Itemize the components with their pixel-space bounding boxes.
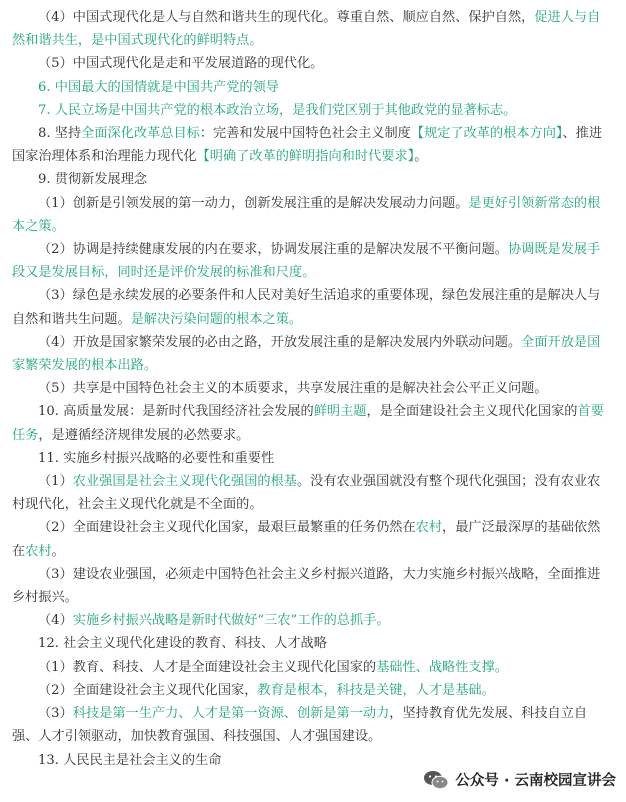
paragraph-9-4: （4）开放是国家繁荣发展的必由之路，开放发展注重的是解决发展内外联动问题。全面开放是国家繁荣发展的根本出路。: [12, 334, 601, 374]
paragraph-10: 10. 高质量发展：是新时代我国经济社会发展的鲜明主题，是全面建设社会主义现代化国家的首要任务，是遵循经济规律发展的必然要求。: [12, 404, 604, 443]
paragraph-9-1: （1）创新是引领发展的第一动力，创新发展注重的是解决发展动力问题。是更好引领新常态的根本之策。: [12, 195, 601, 234]
paragraph-4-5: （5）中国式现代化是走和平发展道路的现代化。: [38, 56, 324, 72]
heading-6: 6. 中国最大的国情就是中国共产党的领导: [38, 79, 279, 95]
paragraph-11-4: （4）实施乡村振兴战略是新时代做好“三农”工作的总抓手。: [38, 613, 390, 629]
paragraph-8: 8. 坚持全面深化改革总目标：完善和发展中国特色社会主义制度【规定了改革的根本方向】、推进国家治理体系和治理能力现代化【明确了改革的鲜明指向和时代要求】。: [12, 126, 603, 165]
watermark-text: 公众号 · 云南校园宣讲会: [455, 773, 616, 789]
heading-7: 7. 人民立场是中国共产党的根本政治立场，是我们党区别于其他政党的显著标志。: [38, 102, 517, 118]
paragraph-11-3: （3）建设农业强国，必须走中国特色社会主义乡村振兴道路，大力实施乡村振兴战略，全面推进乡村振兴。: [12, 566, 601, 606]
heading-11: 11. 实施乡村振兴战略的必要性和重要性: [38, 450, 275, 466]
document-body: [12, 6, 612, 772]
heading-9: 9. 贯彻新发展理念: [38, 172, 148, 188]
heading-13: 13. 人民民主是社会主义的生命: [38, 752, 222, 768]
paragraph-4-4: （4）中国式现代化是人与自然和谐共生的现代化。尊重自然、顺应自然、保护自然，促进人与自然和谐共生，是中国式现代化的鲜明特点。: [12, 10, 601, 49]
watermark: [423, 769, 616, 790]
paragraph-9-5: （5）共享是中国特色社会主义的本质要求，共享发展注重的是解决社会公平正义问题。: [38, 381, 548, 397]
paragraph-9-2: （2）协调是持续健康发展的内在要求，协调发展注重的是解决发展不平衡问题。协调既是发展手段又是发展目标，同时还是评价发展的标准和尺度。: [12, 242, 601, 281]
paragraph-9-3: （3）绿色是永续发展的必要条件和人民对美好生活追求的重要体现，绿色发展注重的是解决人与自然和谐共生问题。是解决污染问题的根本之策。: [12, 288, 601, 327]
wechat-icon: [423, 770, 449, 790]
paragraph-12-1: （1）教育、科技、人才是全面建设社会主义现代化国家的基础性、战略性支撑。: [38, 659, 508, 675]
paragraph-11-2: （2）全面建设社会主义现代化国家，最艰巨最繁重的任务仍然在农村，最广泛最深厚的基础依然在农村。: [12, 520, 601, 559]
paragraph-11-1: （1）农业强国是社会主义现代化强国的根基。没有农业强国就没有整个现代化强国；没有农业农村现代化，社会主义现代化就是不全面的。: [12, 474, 601, 513]
paragraph-12-3: （3）科技是第一生产力、人才是第一资源、创新是第一动力，坚持教育优先发展、科技自立自强、人才引领驱动，加快教育强国、科技强国、人才强国建设。: [12, 706, 588, 745]
heading-12: 12. 社会主义现代化建设的教育、科技、人才战略: [38, 636, 327, 652]
paragraph-12-2: （2）全面建设社会主义现代化国家，教育是根本，科技是关键，人才是基础。: [38, 682, 495, 698]
